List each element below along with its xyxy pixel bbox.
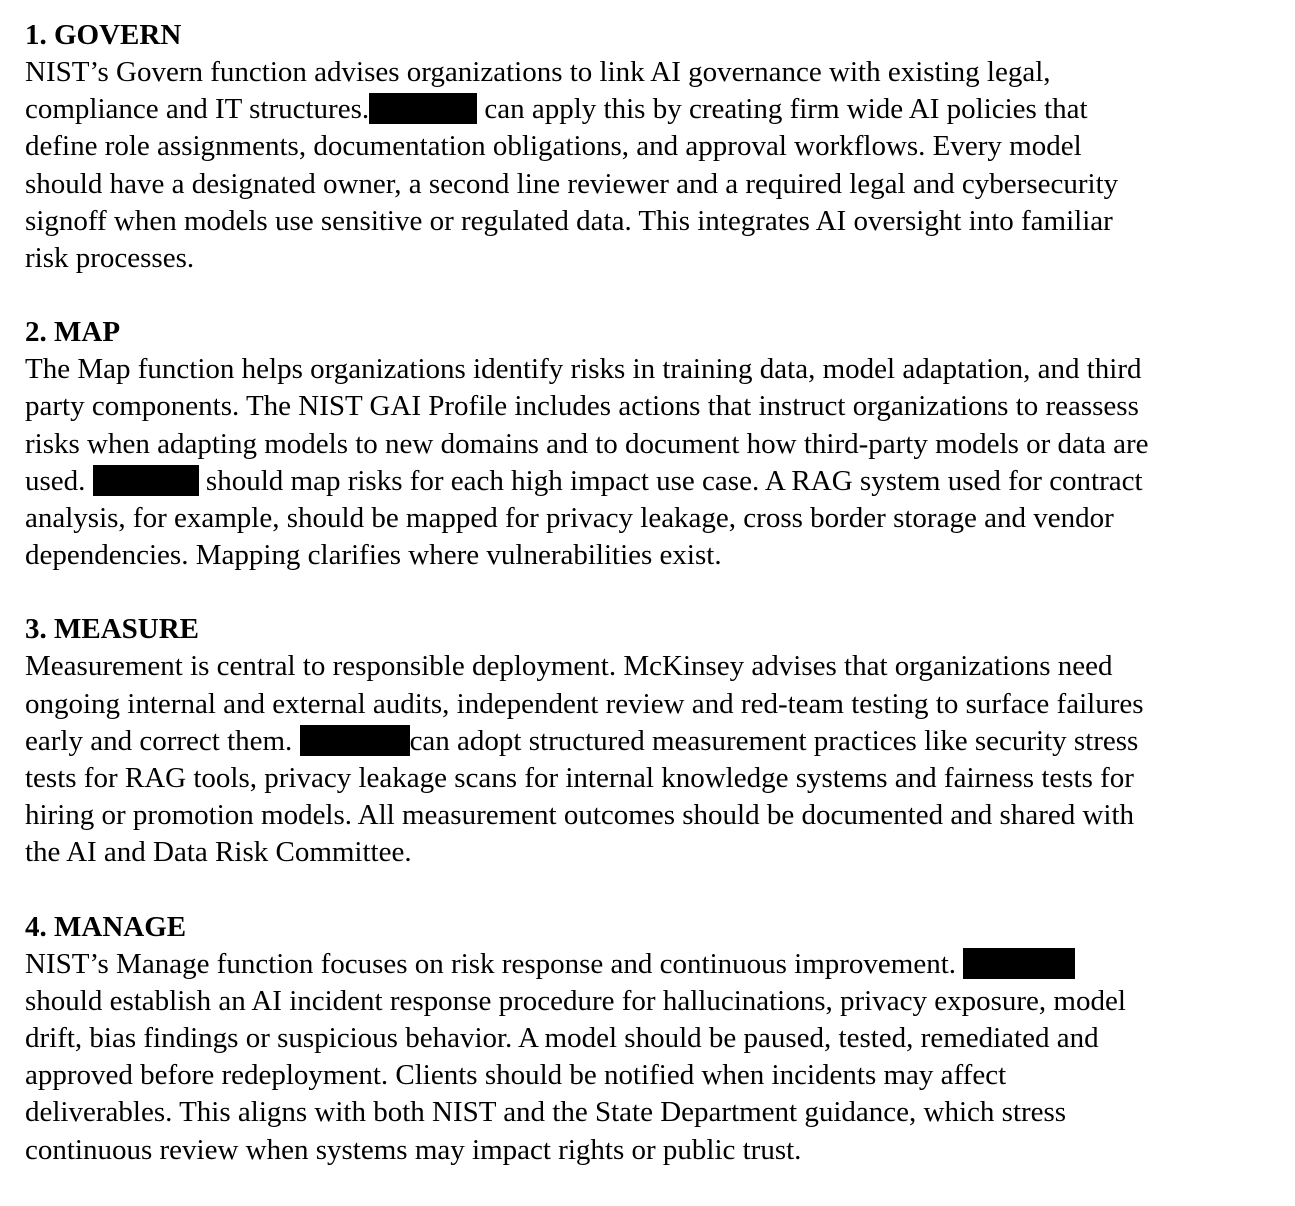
text-line	[25, 723, 1287, 760]
text-line	[25, 166, 1287, 203]
text-line	[25, 1094, 1287, 1131]
text-segment: signoff when models use sensitive or regulated data. This integrates AI oversight into familiar	[25, 204, 1113, 237]
text-segment: drift, bias findings or suspicious behavior. A model should be paused, tested, remediated and	[25, 1022, 1099, 1055]
text-line	[25, 946, 1287, 983]
text-line	[25, 128, 1287, 165]
text-line	[25, 351, 1287, 388]
section-heading: 1. GOVERN	[25, 19, 182, 51]
text-line	[25, 203, 1287, 240]
text-segment: risks when adapting models to new domains and to document how third-party models or data are	[25, 427, 1149, 460]
text-line	[25, 1132, 1287, 1169]
text-segment: continuous review when systems may impact rights or public trust.	[25, 1133, 802, 1166]
text-line	[25, 388, 1287, 425]
redaction-box	[93, 465, 199, 496]
text-segment: ongoing internal and external audits, independent review and red-team testing to surface failures	[25, 687, 1144, 720]
text-segment: used.	[25, 464, 93, 497]
text-line	[25, 54, 1287, 91]
text-segment: should map risks for each high impact use case. A RAG system used for contract	[198, 464, 1143, 497]
text-segment: early and correct them.	[25, 724, 300, 757]
text-segment: deliverables. This aligns with both NIST and the State Department guidance, which stress	[25, 1096, 1067, 1129]
section-paragraph	[25, 54, 1287, 277]
section-govern	[25, 17, 1287, 277]
text-line	[25, 463, 1287, 500]
text-segment: the AI and Data Risk Committee.	[25, 836, 412, 869]
text-segment: risk processes.	[25, 242, 195, 275]
text-segment: tests for RAG tools, privacy leakage scans for internal knowledge systems and fairness tests for	[25, 762, 1134, 795]
text-segment: should establish an AI incident response procedure for hallucinations, privacy exposure, model	[25, 984, 1126, 1017]
text-line	[25, 686, 1287, 723]
text-segment: The Map function helps organizations identify risks in training data, model adaptation, and third	[25, 353, 1142, 386]
text-segment: Measurement is central to responsible deployment. McKinsey advises that organizations need	[25, 650, 1113, 683]
text-segment: approved before redeployment. Clients should be notified when incidents may affect	[25, 1059, 1007, 1092]
text-segment: should have a designated owner, a second line reviewer and a required legal and cybersecurity	[25, 167, 1119, 200]
text-line	[25, 648, 1287, 685]
section-heading: 2. MAP	[25, 316, 121, 349]
redaction-box	[963, 948, 1075, 979]
section-measure	[25, 611, 1287, 871]
text-line	[25, 1057, 1287, 1094]
text-line	[25, 426, 1287, 463]
text-line	[25, 240, 1287, 277]
text-segment: analysis, for example, should be mapped for privacy leakage, cross border storage and vendor	[25, 502, 1114, 535]
text-segment: can apply this by creating firm wide AI policies that	[477, 93, 1088, 126]
document-page	[25, 17, 1287, 1206]
text-segment: dependencies. Mapping clarifies where vulnerabilities exist.	[25, 539, 722, 572]
section-map	[25, 314, 1287, 574]
text-line	[25, 834, 1287, 871]
section-paragraph	[25, 351, 1287, 574]
text-segment: hiring or promotion models. All measurement outcomes should be documented and shared with	[25, 799, 1135, 832]
text-line	[25, 91, 1287, 128]
text-line	[25, 760, 1287, 797]
text-line	[25, 1020, 1287, 1057]
section-paragraph	[25, 648, 1287, 871]
text-line	[25, 537, 1287, 574]
text-segment: define role assignments, documentation obligations, and approval workflows. Every model	[25, 130, 1082, 163]
section-paragraph	[25, 946, 1287, 1169]
text-segment: party components. The NIST GAI Profile includes actions that instruct organizations to reassess	[25, 390, 1139, 423]
text-line	[25, 983, 1287, 1020]
text-segment: NIST’s Manage function focuses on risk response and continuous improvement.	[25, 947, 964, 980]
redaction-box	[369, 93, 477, 124]
section-heading: 4. MANAGE	[25, 910, 187, 943]
text-segment: compliance and IT structures.	[25, 93, 370, 126]
redaction-box	[300, 725, 410, 756]
text-segment: NIST’s Govern function advises organizations to link AI governance with existing legal,	[25, 56, 1051, 88]
text-line	[25, 797, 1287, 834]
text-line	[25, 500, 1287, 537]
section-manage	[25, 909, 1287, 1169]
section-heading: 3. MEASURE	[25, 613, 200, 646]
text-segment: can adopt structured measurement practices like security stress	[409, 724, 1139, 757]
